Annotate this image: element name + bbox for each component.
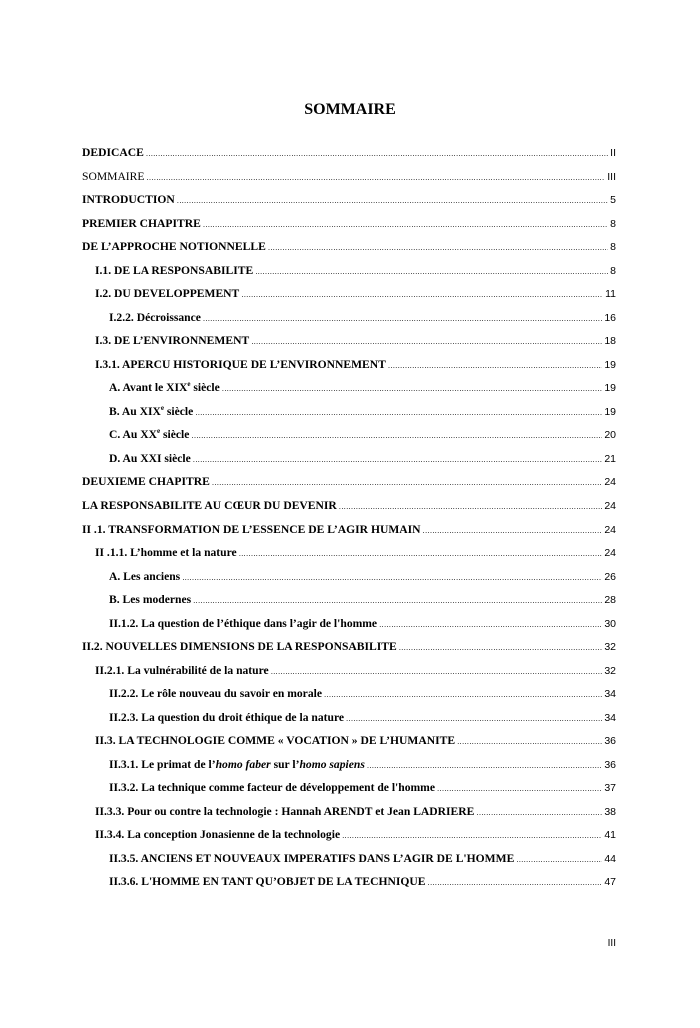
toc-page-number: 37 — [604, 782, 616, 795]
dot-leader — [182, 573, 602, 582]
dot-leader — [367, 761, 602, 770]
toc-entry-i-1[interactable] — [82, 264, 616, 288]
toc-label: II .1. TRANSFORMATION DE L’ESSENCE DE L’AGIR HUMAIN — [82, 522, 421, 536]
dot-leader — [399, 643, 603, 652]
toc-page-number: 19 — [604, 358, 616, 371]
toc-entry-ii-1-2[interactable] — [82, 617, 616, 641]
dot-leader — [212, 478, 602, 487]
dot-leader — [195, 408, 602, 417]
dot-leader — [388, 361, 602, 370]
toc-label: B. Au XIXe siècle — [109, 404, 194, 418]
toc-entry-ii-2-1[interactable] — [82, 664, 616, 688]
dot-leader — [146, 149, 608, 158]
toc-page-number: 18 — [604, 335, 616, 348]
toc-label: DEUXIEME CHAPITRE — [82, 475, 210, 489]
toc-label: I.2. DU DEVELOPPEMENT — [95, 287, 240, 301]
dot-leader — [437, 784, 602, 793]
dot-leader — [342, 831, 602, 840]
toc-label: II.1.2. La question de l’éthique dans l’agir de l'homme — [109, 616, 378, 630]
toc-entry-sommaire[interactable] — [82, 170, 616, 194]
toc-page-number: 5 — [610, 194, 616, 207]
toc-page-number: 34 — [604, 711, 616, 724]
dot-leader — [241, 290, 603, 299]
dot-leader — [268, 243, 608, 252]
toc-label: II.3.6. L'HOMME EN TANT QU’OBJET DE LA TECHNIQUE — [109, 875, 426, 889]
toc-entry-deuxieme-chapitre[interactable] — [82, 475, 616, 499]
toc-entry-anciens[interactable] — [82, 570, 616, 594]
toc-page-number: 32 — [604, 641, 616, 654]
toc-page-number: 11 — [605, 288, 616, 301]
toc-entry-ii-2-2[interactable] — [82, 687, 616, 711]
toc-label: LA RESPONSABILITE AU CŒUR DU DEVENIR — [82, 498, 337, 512]
toc-entry-ii-3-6[interactable] — [82, 875, 616, 899]
page-title: SOMMAIRE — [304, 101, 396, 118]
toc-page-number: 44 — [604, 852, 616, 865]
toc-entry-au-xxi[interactable] — [82, 452, 616, 476]
toc-entry-ii-3-2[interactable] — [82, 781, 616, 805]
dot-leader — [476, 808, 602, 817]
toc-page-number: 26 — [604, 570, 616, 583]
dot-leader — [239, 549, 603, 558]
table-of-contents — [82, 146, 616, 899]
toc-entry-ii-3-3[interactable] — [82, 805, 616, 829]
toc-label: II.3.3. Pour ou contre la technologie : Hannah ARENDT et Jean LADRIERE — [95, 804, 475, 818]
toc-page-number: 16 — [604, 311, 616, 324]
toc-label: II .1.1. L’homme et la nature — [95, 546, 237, 560]
toc-page-number: 30 — [604, 617, 616, 630]
toc-label: II.2.2. Le rôle nouveau du savoir en morale — [109, 687, 322, 701]
toc-entry-approche-notionnelle[interactable] — [82, 240, 616, 264]
page-number-footer: III — [607, 938, 616, 949]
toc-label: C. Au XXe siècle — [109, 428, 190, 442]
dot-leader — [203, 220, 608, 229]
toc-page-number: 36 — [604, 735, 616, 748]
toc-entry-i-3-1[interactable] — [82, 358, 616, 382]
dot-leader — [346, 714, 602, 723]
dot-leader — [516, 855, 602, 864]
toc-page-number: 24 — [604, 476, 616, 489]
toc-entry-avant-xix[interactable] — [82, 381, 616, 405]
toc-page-number: 8 — [610, 241, 616, 254]
toc-page-number: 24 — [604, 499, 616, 512]
toc-label: II.3.5. ANCIENS ET NOUVEAUX IMPERATIFS DANS L’AGIR DE L'HOMME — [109, 851, 515, 865]
dot-leader — [324, 690, 602, 699]
toc-label: I.3.1. APERCU HISTORIQUE DE L’ENVIRONNEMENT — [95, 357, 386, 371]
toc-entry-introduction[interactable] — [82, 193, 616, 217]
toc-label: II.3. LA TECHNOLOGIE COMME « VOCATION » DE L’HUMANITE — [95, 734, 456, 748]
toc-page-number: 47 — [604, 876, 616, 889]
toc-page-number: 8 — [610, 217, 616, 230]
toc-label: II.2.3. La question du droit éthique de la nature — [109, 710, 345, 724]
toc-entry-responsabilite-devenir[interactable] — [82, 499, 616, 523]
toc-label: A. Avant le XIXe siècle — [109, 381, 220, 395]
toc-label: A. Les anciens — [109, 569, 181, 583]
toc-entry-au-xx[interactable] — [82, 428, 616, 452]
toc-page-number: 36 — [604, 758, 616, 771]
toc-entry-ii-3-5[interactable] — [82, 852, 616, 876]
toc-label: I.2.2. Décroissance — [109, 310, 201, 324]
toc-page-number: 24 — [604, 523, 616, 536]
toc-entry-ii-1[interactable] — [82, 523, 616, 547]
toc-entry-ii-3-1[interactable] — [82, 758, 616, 782]
toc-label: II.3.1. Le primat de l’homo faber sur l’homo sapiens — [109, 757, 365, 771]
dot-leader — [251, 337, 602, 346]
toc-entry-ii-3[interactable] — [82, 734, 616, 758]
toc-entry-dedicace[interactable] — [82, 146, 616, 170]
dot-leader — [193, 455, 603, 464]
dot-leader — [193, 596, 602, 605]
toc-label: B. Les modernes — [109, 593, 192, 607]
toc-page-number: 28 — [604, 594, 616, 607]
toc-entry-modernes[interactable] — [82, 593, 616, 617]
dot-leader — [271, 667, 603, 676]
dot-leader — [339, 502, 603, 511]
toc-page-number: III — [607, 170, 616, 183]
toc-entry-i-2[interactable] — [82, 287, 616, 311]
toc-label: I.3. DE L’ENVIRONNEMENT — [95, 334, 250, 348]
toc-page-number: 32 — [604, 664, 616, 677]
toc-entry-i-3[interactable] — [82, 334, 616, 358]
toc-label: II.3.4. La conception Jonasienne de la technologie — [95, 828, 341, 842]
dot-leader — [423, 526, 603, 535]
toc-entry-premier-chapitre[interactable] — [82, 217, 616, 241]
dot-leader — [379, 620, 602, 629]
toc-entry-ii-1-1[interactable] — [82, 546, 616, 570]
dot-leader — [147, 173, 606, 182]
toc-page-number: 21 — [604, 452, 616, 465]
toc-page-number: 34 — [604, 688, 616, 701]
toc-label: DE L’APPROCHE NOTIONNELLE — [82, 240, 266, 254]
dot-leader — [222, 384, 603, 393]
toc-label: DEDICACE — [82, 146, 144, 159]
toc-label: SOMMAIRE — [82, 169, 145, 183]
toc-entry-ii-3-4[interactable] — [82, 828, 616, 852]
dot-leader — [255, 267, 608, 276]
dot-leader — [428, 878, 603, 887]
toc-label: II.2.1. La vulnérabilité de la nature — [95, 663, 269, 677]
toc-page-number: 24 — [604, 547, 616, 560]
toc-entry-ii-2[interactable] — [82, 640, 616, 664]
toc-label: PREMIER CHAPITRE — [82, 216, 201, 230]
toc-label: I.1. DE LA RESPONSABILITE — [95, 263, 254, 277]
toc-page-number: II — [610, 147, 616, 159]
toc-page-number: 20 — [604, 429, 616, 442]
toc-page-number: 19 — [604, 405, 616, 418]
toc-label: D. Au XXI siècle — [109, 451, 191, 465]
toc-page-number: 8 — [610, 264, 616, 277]
toc-label: II.2. NOUVELLES DIMENSIONS DE LA RESPONSABILITE — [82, 640, 397, 654]
toc-entry-ii-2-3[interactable] — [82, 711, 616, 735]
dot-leader — [191, 431, 602, 440]
toc-label: II.3.2. La technique comme facteur de développement de l'homme — [109, 781, 435, 795]
toc-page-number: 38 — [604, 805, 616, 818]
toc-entry-au-xix[interactable] — [82, 405, 616, 429]
dot-leader — [177, 196, 608, 205]
dot-leader — [203, 314, 602, 323]
toc-page-number: 19 — [604, 382, 616, 395]
dot-leader — [457, 737, 602, 746]
toc-entry-i-2-2[interactable] — [82, 311, 616, 335]
toc-label: INTRODUCTION — [82, 193, 175, 207]
toc-page-number: 41 — [604, 829, 616, 842]
